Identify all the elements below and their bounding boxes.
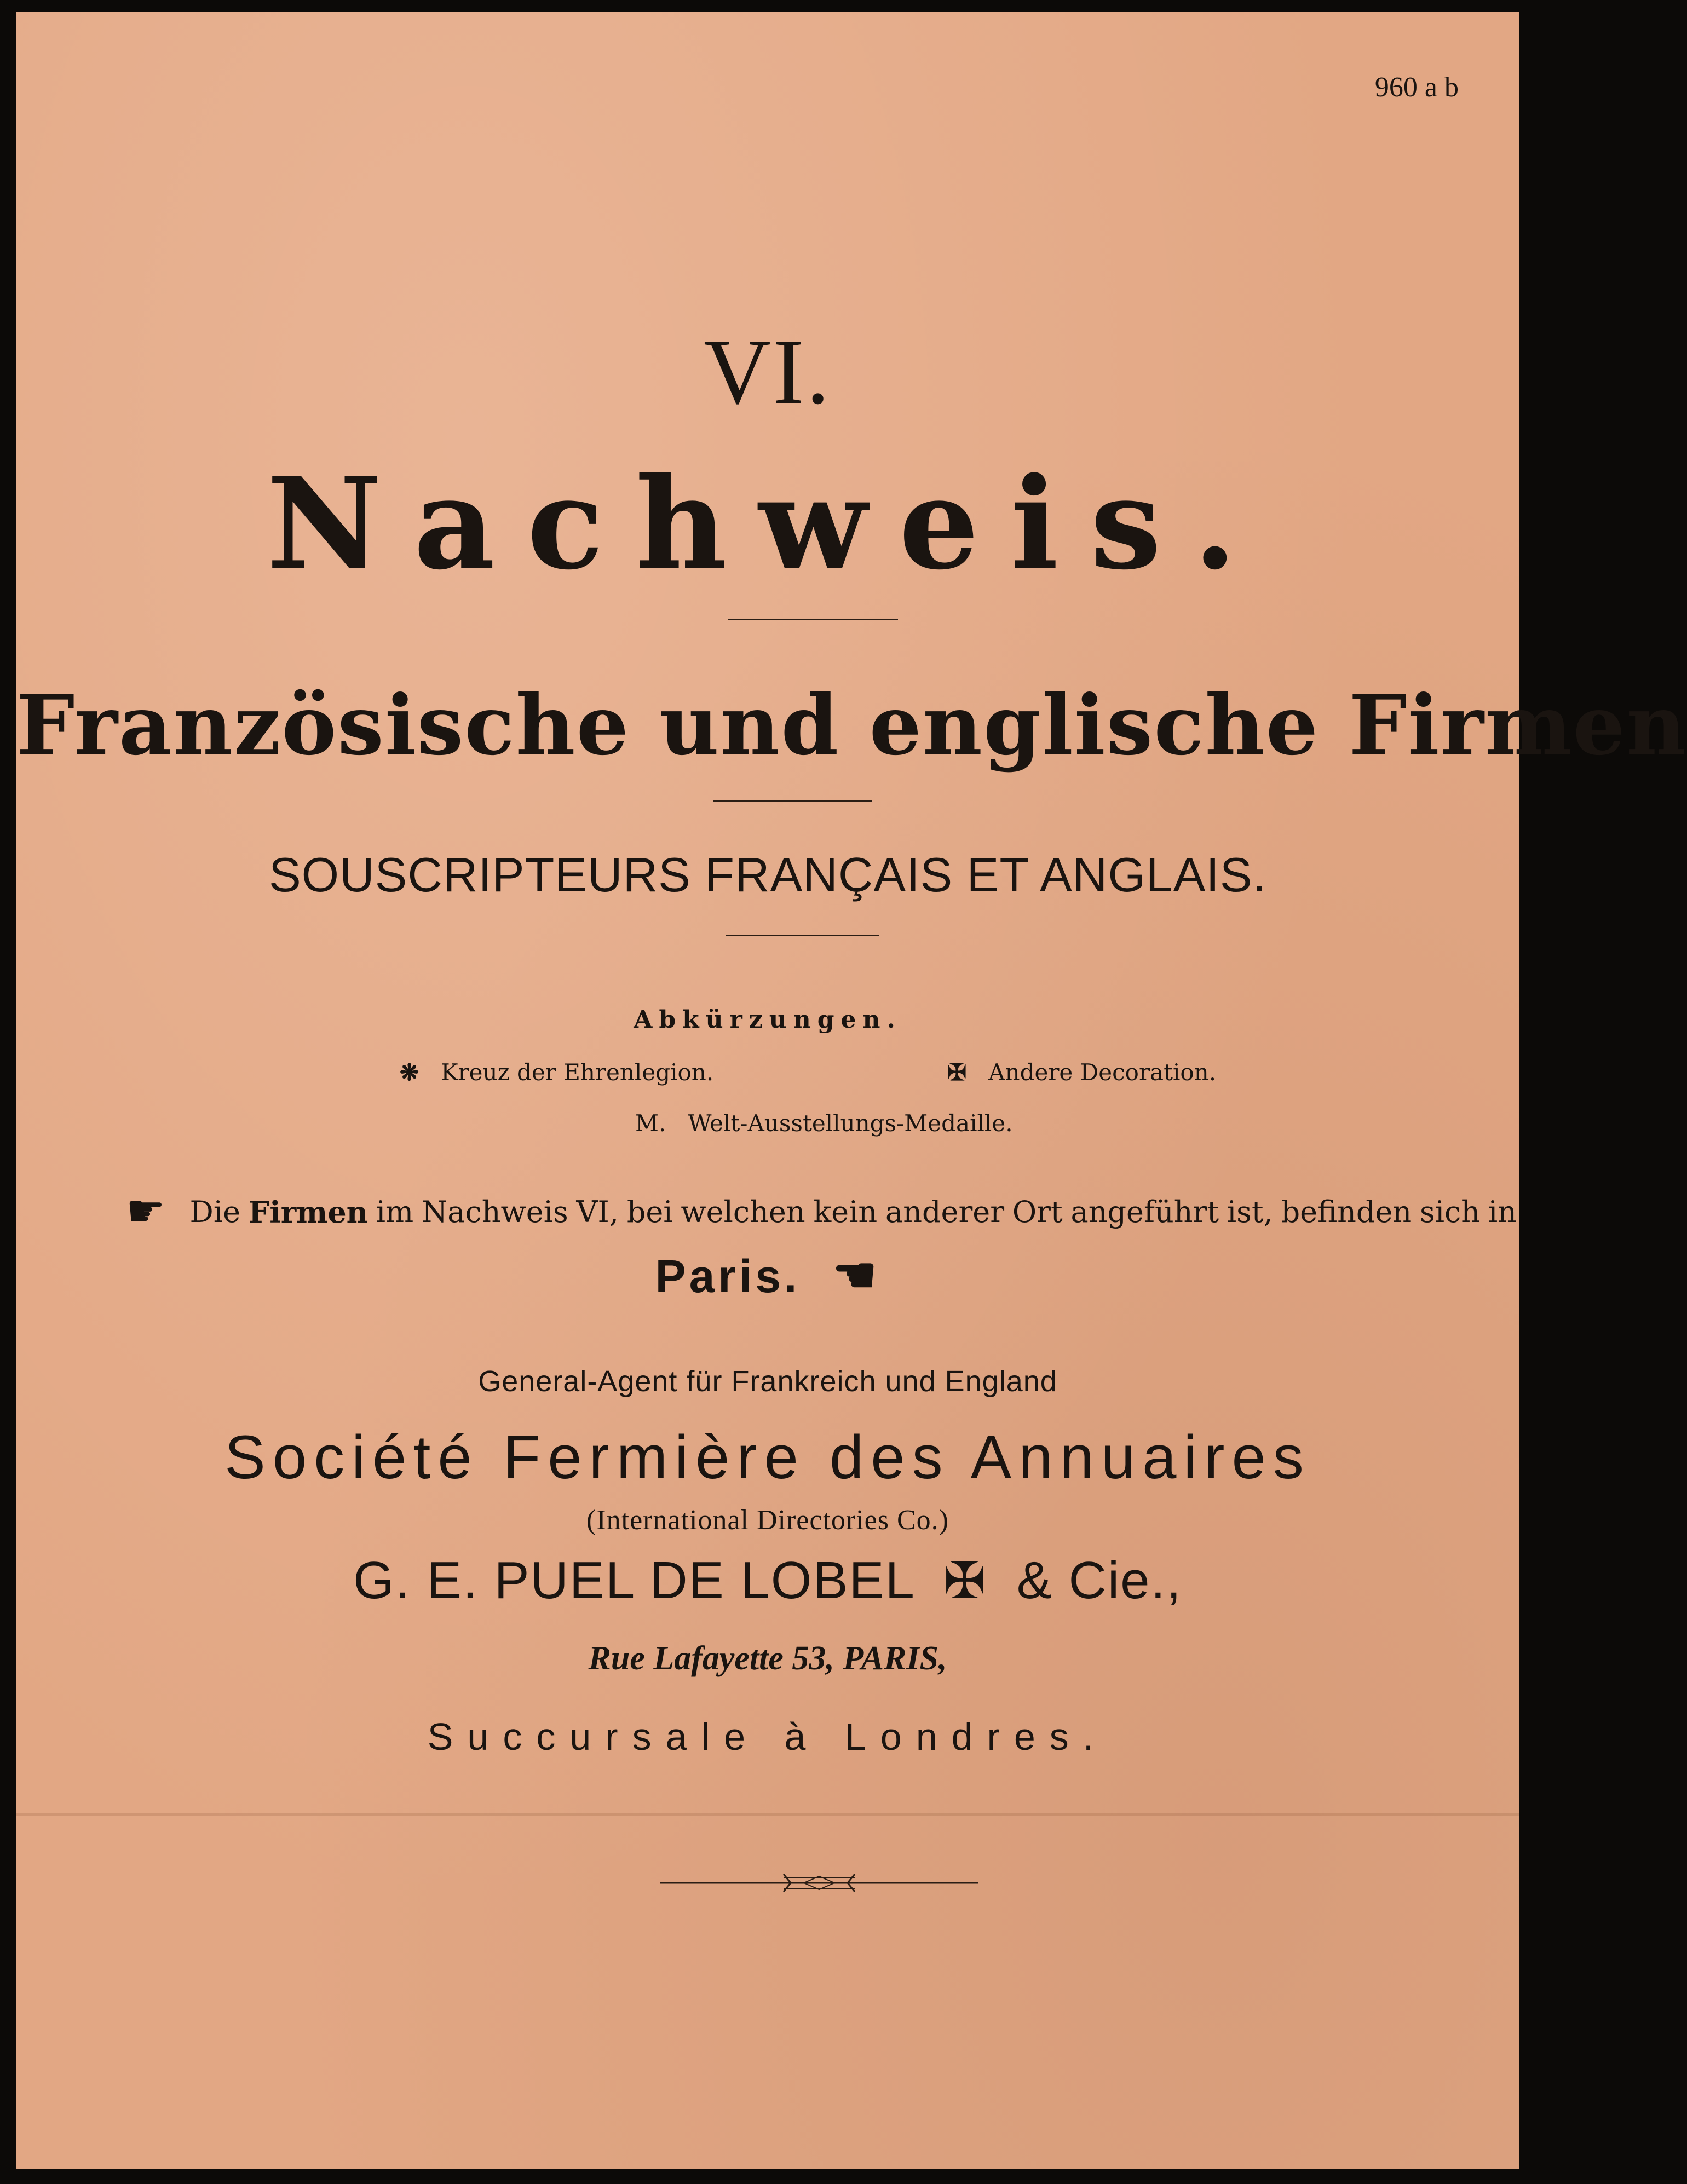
legend-item-legion: [400, 1059, 713, 1086]
note-word: Ort: [1012, 1195, 1063, 1229]
legend-text: Andere Decoration.: [988, 1059, 1217, 1086]
document-page: [16, 12, 1687, 2169]
note-word: im: [376, 1195, 414, 1229]
abbreviations-heading: Abkürzungen.: [634, 1006, 902, 1034]
legend-symbol: M.: [635, 1110, 666, 1137]
note-word: in: [1488, 1195, 1517, 1229]
firm-name: [16, 1551, 1519, 1611]
city-name: Paris.: [655, 1251, 801, 1302]
page-title: Nachweis.: [267, 450, 1269, 598]
note-word: angeführt: [1070, 1195, 1219, 1229]
cross-legion-icon: ❋: [400, 1059, 419, 1086]
note-word: bei: [626, 1195, 673, 1229]
french-title: SOUSCRIPTEURS FRANÇAIS ET ANGLAIS.: [268, 848, 1267, 902]
divider-rule: [726, 935, 879, 936]
paris-note: [126, 1185, 1517, 1236]
branch-line: Succursale à Londres.: [427, 1715, 1108, 1758]
firm-name-text: G. E. PUEL DE LOBEL: [353, 1551, 914, 1610]
note-word: sich: [1420, 1195, 1481, 1229]
decoration-cross-icon: ✠: [943, 1553, 987, 1609]
note-word: befinden: [1281, 1195, 1412, 1229]
note-word: welchen: [681, 1195, 805, 1229]
page-fold: [16, 1813, 1519, 1816]
pointing-hand-left-icon: ☚: [832, 1248, 880, 1303]
company-name: Société Fermière des Annuaires: [224, 1423, 1311, 1491]
note-word: Firmen: [248, 1195, 368, 1230]
company-english-name: (International Directories Co.): [586, 1505, 949, 1536]
page-subtitle: Französische und englische Firmen: [16, 677, 1687, 774]
legend-text: Kreuz der Ehrenlegion.: [441, 1059, 714, 1086]
page-number: 960 a b: [1374, 72, 1459, 103]
section-numeral: VI.: [704, 320, 832, 423]
firm-address: Rue Lafayette 53, PARIS,: [588, 1640, 947, 1677]
ornament-divider-icon: [660, 1871, 978, 1895]
agent-label: General-Agent für Frankreich und England: [478, 1365, 1057, 1398]
legend-item-decoration: [947, 1059, 1216, 1086]
note-word: Nachweis: [422, 1195, 568, 1229]
divider-rule: [713, 800, 872, 802]
note-word: VI,: [576, 1195, 619, 1229]
firm-suffix: & Cie.,: [1016, 1551, 1182, 1610]
note-word: anderer: [885, 1195, 1005, 1229]
note-city: [16, 1247, 1519, 1304]
note-word: Die: [189, 1195, 241, 1229]
legend-text: Welt-Ausstellungs-Medaille.: [688, 1110, 1013, 1137]
pointing-hand-right-icon: ☛: [126, 1185, 165, 1236]
note-word: ist,: [1227, 1195, 1273, 1229]
decoration-cross-icon: ✠: [947, 1059, 967, 1086]
legend-item-medal: [635, 1110, 1013, 1137]
note-word: kein: [813, 1195, 878, 1229]
divider-rule: [728, 619, 898, 620]
